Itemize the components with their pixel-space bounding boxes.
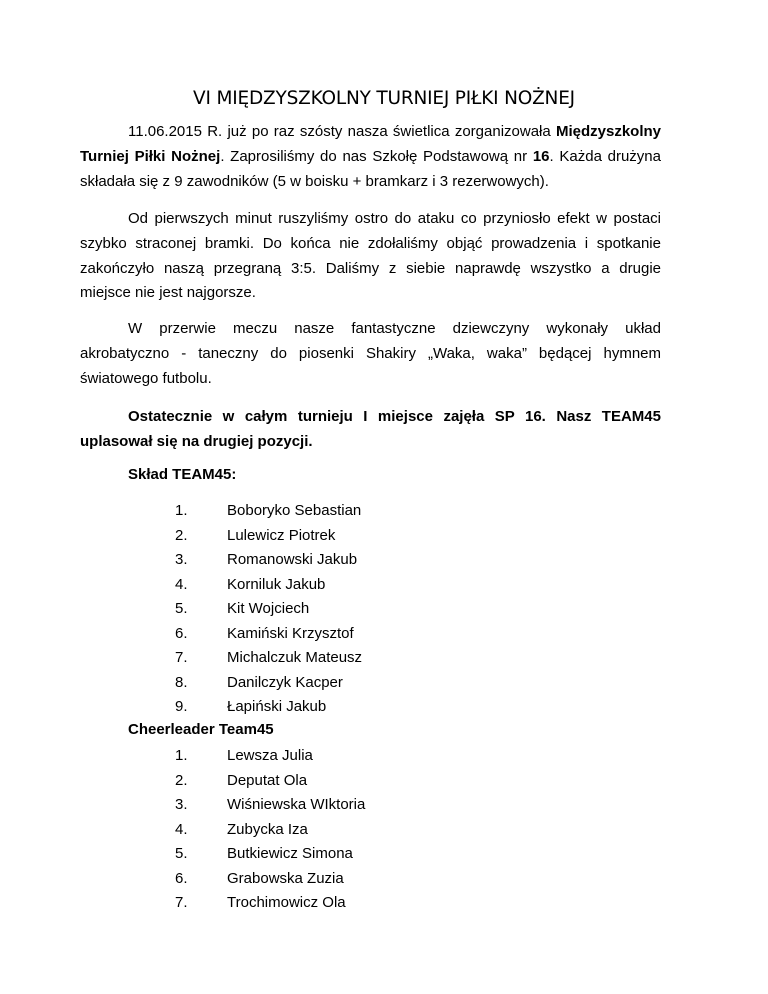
list-item [0,674,768,699]
bold-run: 16 [532,147,550,165]
paragraph-line: zakończyło naszą przegraną 3:5. Daliśmy z siebie naprawdę wszystko a drugie [80,259,661,277]
paragraph-line: składała się z 9 zawodników (5 w boisku + bramkarz i 3 rezerwowych). [80,172,549,190]
paragraph-line: szybko straconej bramki. Do końca nie zdołaliśmy objąć prowadzenia i spotkanie [80,234,661,252]
player-name: Korniluk Jakub [227,575,326,593]
player-name: Kit Wojciech [227,600,310,617]
text-run: 11.06.2015 R. już po raz szósty nasza świetlica zorganizowała [128,123,556,140]
cheerleader-heading: Cheerleader Team45 [128,721,274,738]
paragraph-line: światowego futbolu. [80,369,212,387]
document-title: VI MIĘDZYSZKOLNY TURNIEJ PIŁKI NOŻNEJ [193,88,575,109]
list-number: 2. [175,771,188,789]
team-list [0,502,768,723]
list-item [0,502,768,527]
player-name: Kamiński Krzysztof [227,624,354,642]
list-item [0,600,768,625]
list-number: 9. [175,698,188,715]
team-heading: Skład TEAM45: [128,466,237,483]
player-name: Michalczuk Mateusz [227,649,363,666]
paragraph-line [80,405,661,430]
player-name: Łapiński Jakub [227,698,327,715]
paragraph-line [80,317,661,342]
list-number: 3. [175,551,188,568]
list-item [0,821,768,846]
list-item [0,527,768,552]
list-number: 4. [175,820,188,838]
list-number: 6. [175,624,188,642]
list-item [0,772,768,797]
list-number: 5. [175,845,188,862]
list-number: 4. [175,575,188,593]
list-number: 1. [175,502,188,519]
cheerleader-name: Wiśniewska WIktoria [227,796,366,813]
player-name: Danilczyk Kacper [227,673,343,691]
list-number: 7. [175,894,188,911]
text-run: Ostatecznie w całym turnieju I miejsce zajęła SP 16. Nasz TEAM45 [128,408,661,425]
cheerleader-name: Grabowska Zuzia [227,869,344,887]
paragraph-line: miejsce nie jest najgorsze. [80,284,256,302]
list-item [0,796,768,821]
paragraph-line [80,145,661,170]
list-item [0,625,768,650]
cheerleader-name: Zubycka Iza [227,820,308,838]
list-item [0,845,768,870]
cheerleader-name: Deputat Ola [227,771,308,789]
paragraph-line: uplasował się na drugiej pozycji. [80,432,313,450]
list-number: 8. [175,673,188,691]
list-item [0,649,768,674]
list-number: 5. [175,600,188,617]
paragraph-line [80,207,661,232]
list-item [0,551,768,576]
text-run: . Każda drużyna [549,147,661,165]
paragraph-break-show [80,317,661,391]
list-item [0,698,768,723]
paragraph-line: akrobatyczno - taneczny do piosenki Shakiry „Waka, waka” będącej hymnem [80,344,661,362]
list-item [0,870,768,895]
text-run: W przerwie meczu nasze fantastyczne dziewczyny wykonały układ [128,320,661,337]
list-number: 1. [175,747,188,764]
paragraph-intro [80,120,661,194]
cheerleader-name: Butkiewicz Simona [227,845,353,862]
cheerleader-list [0,747,768,919]
bold-run: Turniej Piłki Nożnej [80,147,221,165]
cheerleader-name: Trochimowicz Ola [227,894,346,911]
paragraph-line [80,120,661,145]
list-number: 7. [175,649,188,666]
text-run: Od pierwszych minut ruszyliśmy ostro do ataku co przyniosło efekt w postaci [128,210,661,227]
list-item [0,747,768,772]
list-item [0,576,768,601]
list-number: 6. [175,869,188,887]
player-name: Lulewicz Piotrek [227,526,336,544]
list-item [0,894,768,919]
list-number: 3. [175,796,188,813]
player-name: Romanowski Jakub [227,551,358,568]
paragraph-result [80,405,661,455]
cheerleader-name: Lewsza Julia [227,747,313,764]
player-name: Boboryko Sebastian [227,502,362,519]
list-number: 2. [175,526,188,544]
bold-run: Międzyszkolny [555,123,661,140]
text-run: . Zaprosiliśmy do nas Szkołę Podstawową nr [220,147,533,165]
paragraph-match [80,207,661,306]
